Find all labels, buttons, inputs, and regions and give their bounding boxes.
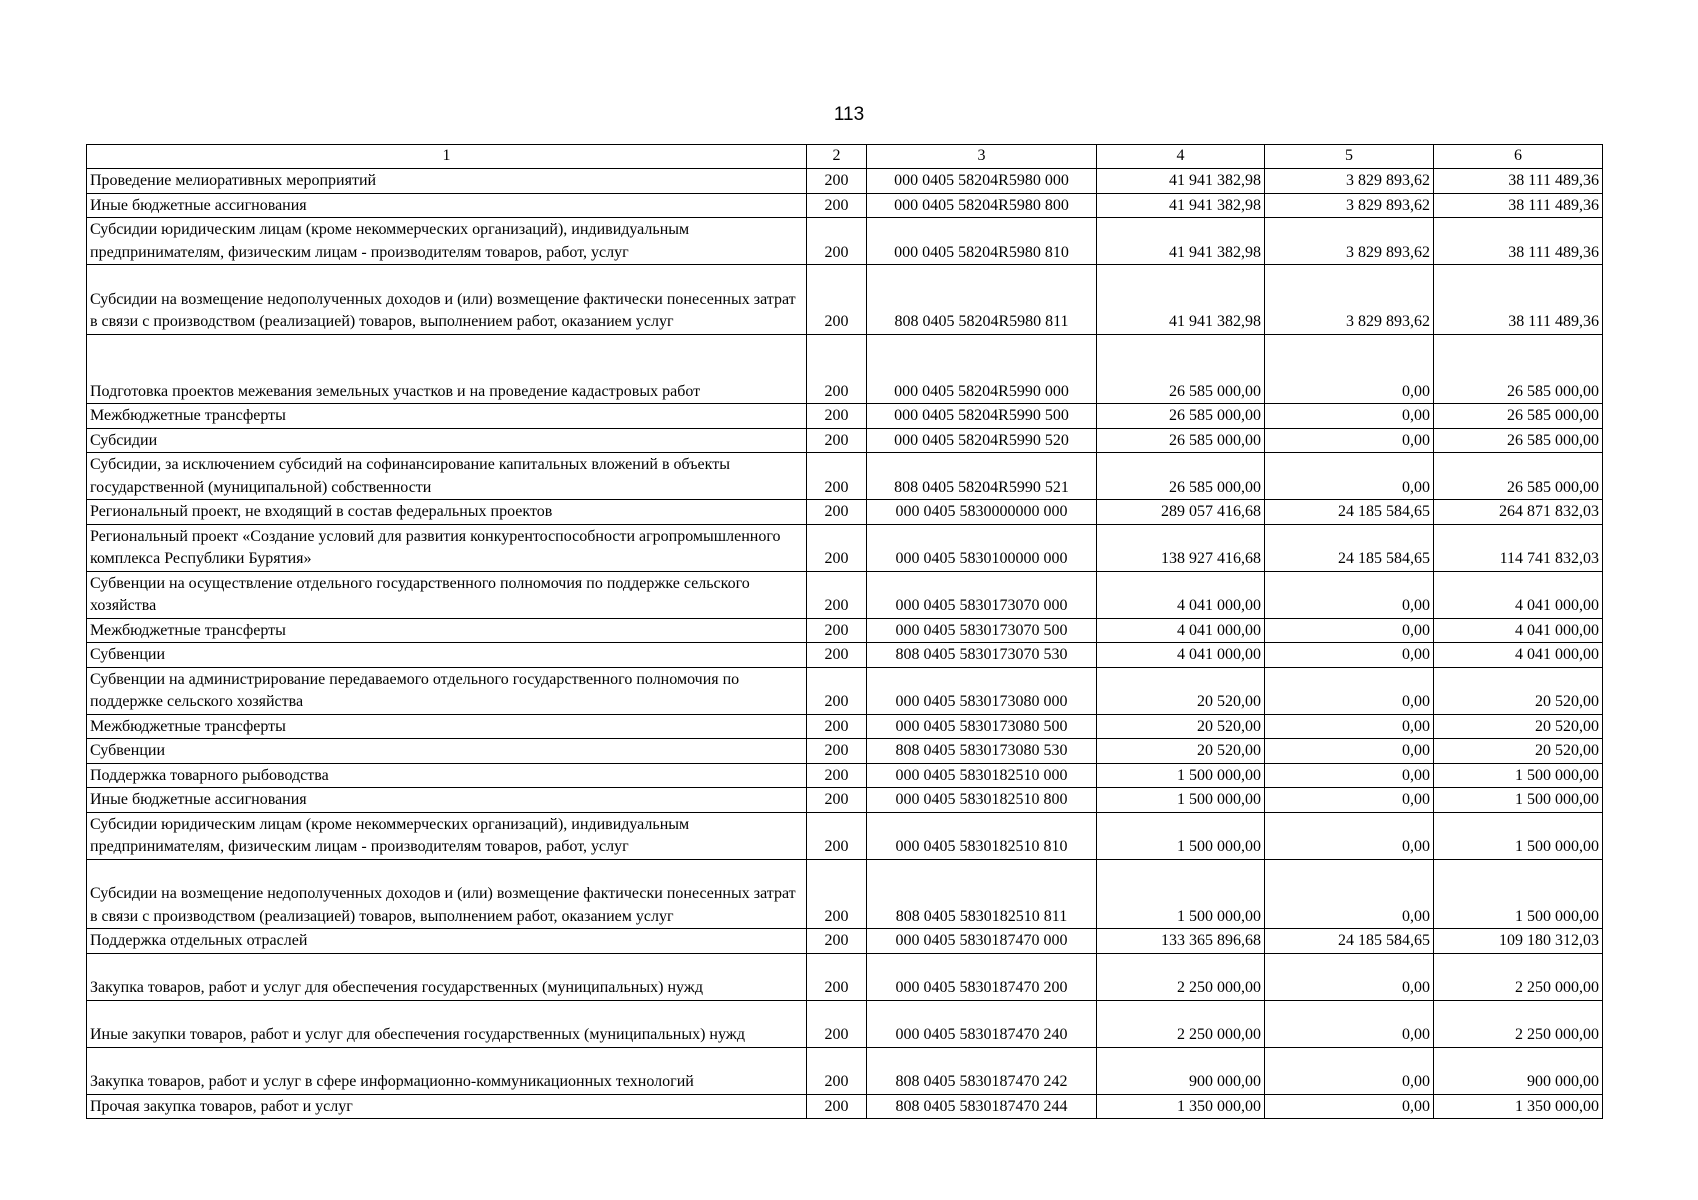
row-admin-code: 200 [807,929,867,954]
row-amount-col4: 20 520,00 [1097,714,1265,739]
row-amount-col4: 1 500 000,00 [1097,763,1265,788]
row-admin-code: 200 [807,643,867,668]
row-description: Региональный проект «Создание условий для развития конкурентоспособности агропромышленного комплекса Республики Бурятия» [87,524,807,571]
row-amount-col6: 38 111 489,36 [1434,218,1603,265]
row-description: Закупка товаров, работ и услуг в сфере информационно-коммуникационных технологий [87,1047,807,1094]
row-amount-col4: 4 041 000,00 [1097,571,1265,618]
row-amount-col4: 26 585 000,00 [1097,453,1265,500]
row-description: Субсидии на возмещение недополученных доходов и (или) возмещение фактически понесенных затрат в связи с производством (реализацией) товаров, выполнением работ, оказанием услуг [87,265,807,335]
row-amount-col5: 24 185 584,65 [1265,524,1434,571]
table-row [87,453,1603,500]
table-row [87,618,1603,643]
row-amount-col4: 41 941 382,98 [1097,218,1265,265]
table-row [87,404,1603,429]
row-amount-col4: 900 000,00 [1097,1047,1265,1094]
row-description: Прочая закупка товаров, работ и услуг [87,1094,807,1119]
table-row [87,265,1603,335]
table-row [87,500,1603,525]
row-admin-code: 200 [807,714,867,739]
row-amount-col6: 26 585 000,00 [1434,334,1603,404]
row-amount-col5: 0,00 [1265,763,1434,788]
row-amount-col6: 1 500 000,00 [1434,788,1603,813]
row-amount-col4: 4 041 000,00 [1097,643,1265,668]
row-amount-col5: 0,00 [1265,618,1434,643]
row-admin-code: 200 [807,453,867,500]
row-amount-col5: 3 829 893,62 [1265,265,1434,335]
row-amount-col6: 38 111 489,36 [1434,169,1603,194]
row-description: Региональный проект, не входящий в состав федеральных проектов [87,500,807,525]
row-amount-col5: 0,00 [1265,1000,1434,1047]
column-header: 5 [1265,145,1434,169]
row-amount-col4: 1 500 000,00 [1097,812,1265,859]
row-amount-col6: 26 585 000,00 [1434,428,1603,453]
table-row [87,571,1603,618]
row-admin-code: 200 [807,739,867,764]
row-amount-col4: 41 941 382,98 [1097,169,1265,194]
row-amount-col5: 3 829 893,62 [1265,218,1434,265]
table-row [87,763,1603,788]
row-amount-col5: 3 829 893,62 [1265,169,1434,194]
row-admin-code: 200 [807,1094,867,1119]
row-admin-code: 200 [807,667,867,714]
row-description: Субвенции на осуществление отдельного государственного полномочия по поддержке сельского хозяйства [87,571,807,618]
row-amount-col6: 1 500 000,00 [1434,812,1603,859]
row-budget-code: 000 0405 5830173080 500 [867,714,1097,739]
row-admin-code: 200 [807,788,867,813]
row-budget-code: 808 0405 5830187470 242 [867,1047,1097,1094]
row-amount-col5: 0,00 [1265,571,1434,618]
row-amount-col5: 0,00 [1265,453,1434,500]
table-row [87,953,1603,1000]
row-amount-col6: 264 871 832,03 [1434,500,1603,525]
table-row [87,643,1603,668]
row-description: Закупка товаров, работ и услуг для обеспечения государственных (муниципальных) нужд [87,953,807,1000]
row-admin-code: 200 [807,859,867,929]
row-amount-col6: 114 741 832,03 [1434,524,1603,571]
row-admin-code: 200 [807,500,867,525]
row-amount-col5: 0,00 [1265,812,1434,859]
row-admin-code: 200 [807,193,867,218]
row-amount-col4: 26 585 000,00 [1097,334,1265,404]
row-budget-code: 000 0405 58204R5990 000 [867,334,1097,404]
table-row [87,1000,1603,1047]
row-amount-col6: 1 500 000,00 [1434,763,1603,788]
row-amount-col6: 38 111 489,36 [1434,265,1603,335]
row-amount-col6: 38 111 489,36 [1434,193,1603,218]
row-description: Субсидии юридическим лицам (кроме некоммерческих организаций), индивидуальным предпринимателям, физическим лицам - производителям товаров, работ, услуг [87,218,807,265]
table-row [87,714,1603,739]
row-budget-code: 000 0405 5830100000 000 [867,524,1097,571]
row-budget-code: 000 0405 5830187470 240 [867,1000,1097,1047]
row-amount-col5: 3 829 893,62 [1265,193,1434,218]
row-amount-col5: 24 185 584,65 [1265,500,1434,525]
row-description: Субсидии, за исключением субсидий на софинансирование капитальных вложений в объекты государственной (муниципальной) собственности [87,453,807,500]
row-amount-col6: 20 520,00 [1434,714,1603,739]
row-amount-col4: 1 350 000,00 [1097,1094,1265,1119]
row-budget-code: 000 0405 5830173070 500 [867,618,1097,643]
row-amount-col5: 0,00 [1265,643,1434,668]
row-admin-code: 200 [807,334,867,404]
row-amount-col6: 2 250 000,00 [1434,953,1603,1000]
row-amount-col6: 20 520,00 [1434,667,1603,714]
row-budget-code: 000 0405 58204R5980 800 [867,193,1097,218]
row-description: Поддержка товарного рыбоводства [87,763,807,788]
table-row [87,739,1603,764]
row-amount-col5: 0,00 [1265,428,1434,453]
row-amount-col4: 41 941 382,98 [1097,265,1265,335]
column-header: 3 [867,145,1097,169]
row-admin-code: 200 [807,428,867,453]
row-amount-col6: 2 250 000,00 [1434,1000,1603,1047]
row-budget-code: 808 0405 5830187470 244 [867,1094,1097,1119]
row-amount-col5: 0,00 [1265,953,1434,1000]
row-amount-col4: 41 941 382,98 [1097,193,1265,218]
row-amount-col6: 4 041 000,00 [1434,643,1603,668]
row-admin-code: 200 [807,1047,867,1094]
row-admin-code: 200 [807,404,867,429]
row-admin-code: 200 [807,953,867,1000]
row-description: Субвенции [87,643,807,668]
table-row [87,1047,1603,1094]
row-description: Поддержка отдельных отраслей [87,929,807,954]
table-body [87,169,1603,1119]
row-budget-code: 808 0405 5830182510 811 [867,859,1097,929]
table-row [87,218,1603,265]
row-budget-code: 000 0405 5830187470 200 [867,953,1097,1000]
row-amount-col6: 26 585 000,00 [1434,404,1603,429]
row-amount-col5: 0,00 [1265,859,1434,929]
row-admin-code: 200 [807,265,867,335]
row-description: Субсидии юридическим лицам (кроме некоммерческих организаций), индивидуальным предпринимателям, физическим лицам - производителям товаров, работ, услуг [87,812,807,859]
row-description: Проведение мелиоративных мероприятий [87,169,807,194]
row-amount-col6: 109 180 312,03 [1434,929,1603,954]
row-amount-col4: 2 250 000,00 [1097,1000,1265,1047]
row-amount-col4: 289 057 416,68 [1097,500,1265,525]
row-budget-code: 000 0405 5830182510 810 [867,812,1097,859]
column-header: 1 [87,145,807,169]
row-amount-col6: 1 350 000,00 [1434,1094,1603,1119]
row-amount-col4: 133 365 896,68 [1097,929,1265,954]
row-description: Межбюджетные трансферты [87,404,807,429]
row-amount-col5: 0,00 [1265,739,1434,764]
row-amount-col4: 4 041 000,00 [1097,618,1265,643]
column-header: 4 [1097,145,1265,169]
row-amount-col5: 0,00 [1265,1047,1434,1094]
row-amount-col6: 4 041 000,00 [1434,571,1603,618]
row-amount-col4: 26 585 000,00 [1097,428,1265,453]
budget-table [86,144,1603,1119]
row-amount-col6: 900 000,00 [1434,1047,1603,1094]
row-admin-code: 200 [807,524,867,571]
row-amount-col5: 0,00 [1265,714,1434,739]
row-budget-code: 808 0405 5830173080 530 [867,739,1097,764]
table-row [87,193,1603,218]
row-description: Межбюджетные трансферты [87,618,807,643]
row-budget-code: 000 0405 58204R5990 500 [867,404,1097,429]
row-budget-code: 000 0405 5830187470 000 [867,929,1097,954]
row-amount-col5: 0,00 [1265,667,1434,714]
row-budget-code: 000 0405 58204R5980 000 [867,169,1097,194]
row-budget-code: 000 0405 5830182510 800 [867,788,1097,813]
row-budget-code: 808 0405 58204R5980 811 [867,265,1097,335]
table-row [87,1094,1603,1119]
row-description: Иные бюджетные ассигнования [87,193,807,218]
row-amount-col4: 20 520,00 [1097,739,1265,764]
row-amount-col4: 138 927 416,68 [1097,524,1265,571]
row-amount-col5: 0,00 [1265,334,1434,404]
row-amount-col5: 0,00 [1265,788,1434,813]
row-admin-code: 200 [807,1000,867,1047]
row-description: Субвенции на администрирование передаваемого отдельного государственного полномочия по поддержке сельского хозяйства [87,667,807,714]
page-number: 113 [833,104,865,125]
table-row [87,859,1603,929]
row-description: Межбюджетные трансферты [87,714,807,739]
table-row [87,169,1603,194]
row-admin-code: 200 [807,618,867,643]
table-row [87,428,1603,453]
row-amount-col5: 0,00 [1265,404,1434,429]
row-budget-code: 808 0405 5830173070 530 [867,643,1097,668]
row-amount-col6: 4 041 000,00 [1434,618,1603,643]
row-admin-code: 200 [807,218,867,265]
row-budget-code: 000 0405 5830000000 000 [867,500,1097,525]
row-description: Иные бюджетные ассигнования [87,788,807,813]
row-amount-col5: 24 185 584,65 [1265,929,1434,954]
row-admin-code: 200 [807,169,867,194]
table-header-row [87,145,1603,169]
row-description: Подготовка проектов межевания земельных участков и на проведение кадастровых работ [87,334,807,404]
row-amount-col4: 1 500 000,00 [1097,788,1265,813]
row-admin-code: 200 [807,763,867,788]
row-amount-col4: 26 585 000,00 [1097,404,1265,429]
table-row [87,524,1603,571]
row-budget-code: 000 0405 5830173080 000 [867,667,1097,714]
row-admin-code: 200 [807,812,867,859]
row-amount-col6: 20 520,00 [1434,739,1603,764]
row-amount-col4: 1 500 000,00 [1097,859,1265,929]
row-amount-col4: 2 250 000,00 [1097,953,1265,1000]
row-amount-col5: 0,00 [1265,1094,1434,1119]
row-description: Субсидии на возмещение недополученных доходов и (или) возмещение фактически понесенных затрат в связи с производством (реализацией) товаров, выполнением работ, оказанием услуг [87,859,807,929]
row-description: Иные закупки товаров, работ и услуг для обеспечения государственных (муниципальных) нужд [87,1000,807,1047]
row-amount-col6: 1 500 000,00 [1434,859,1603,929]
table-row [87,334,1603,404]
row-budget-code: 000 0405 5830182510 000 [867,763,1097,788]
row-description: Субвенции [87,739,807,764]
row-budget-code: 000 0405 58204R5990 520 [867,428,1097,453]
table-row [87,812,1603,859]
column-header: 2 [807,145,867,169]
table-row [87,929,1603,954]
row-budget-code: 000 0405 5830173070 000 [867,571,1097,618]
row-amount-col6: 26 585 000,00 [1434,453,1603,500]
row-amount-col4: 20 520,00 [1097,667,1265,714]
row-admin-code: 200 [807,571,867,618]
table-row [87,788,1603,813]
column-header: 6 [1434,145,1603,169]
row-budget-code: 808 0405 58204R5990 521 [867,453,1097,500]
table-row [87,667,1603,714]
row-budget-code: 000 0405 58204R5980 810 [867,218,1097,265]
row-description: Субсидии [87,428,807,453]
